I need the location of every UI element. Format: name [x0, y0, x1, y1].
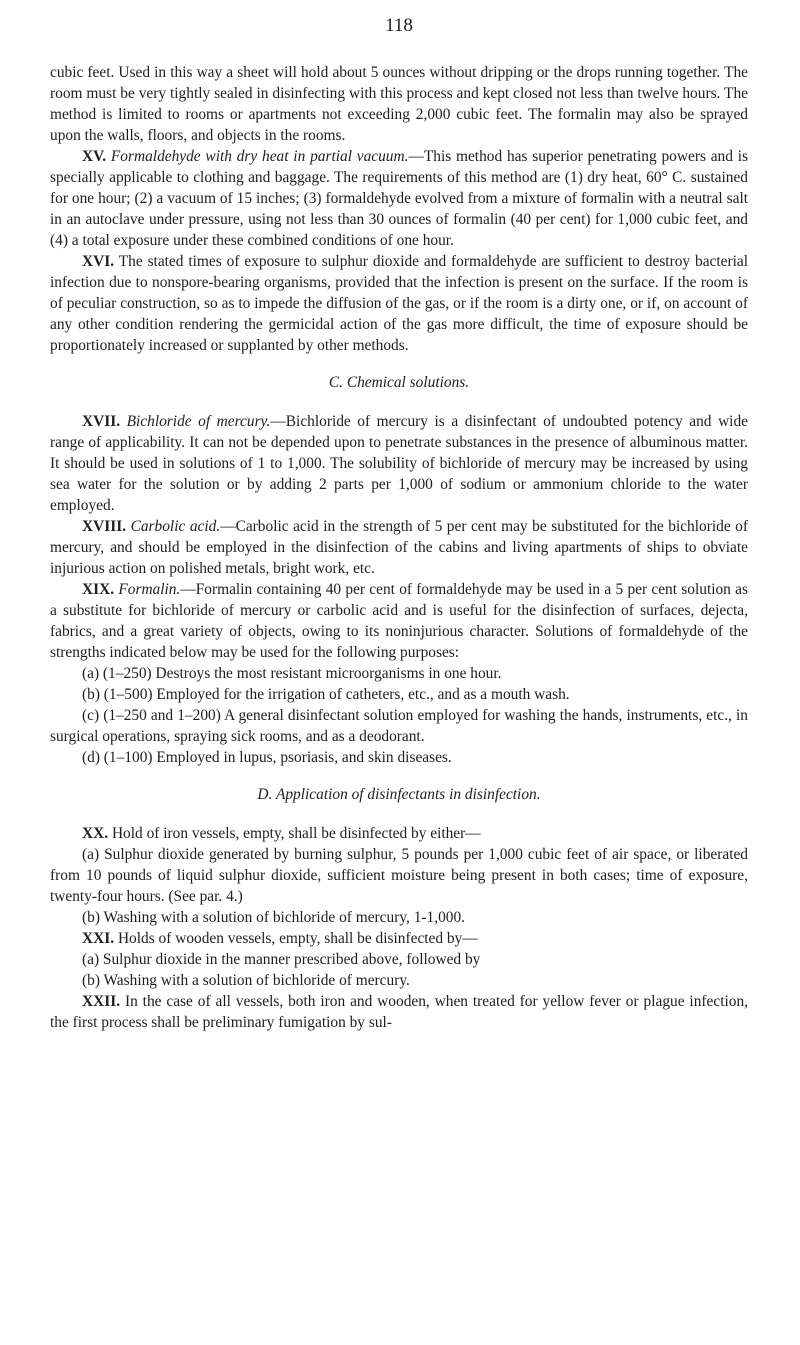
list-item: (b) (1–500) Employed for the irrigation of catheters, etc., and as a mouth wash. — [82, 686, 570, 703]
section-title: Formalin. — [118, 581, 181, 598]
heading-application: D. Application of disinfectants in disinfection. — [257, 786, 541, 803]
section-number: XX. — [82, 825, 109, 842]
heading-chemical-solutions: C. Chemical solutions. — [328, 374, 470, 391]
section-text: Hold of iron vessels, empty, shall be disinfected by either— — [111, 825, 481, 842]
paragraph-xix — [50, 579, 748, 663]
list-item: (a) Sulphur dioxide generated by burning sulphur, 5 pounds per 1,000 cubic feet of air space, or liberated from 10 pounds of liquid sulphur dioxide, sufficient moisture being present in both cases; time of exposure, twenty-four hours. (See par. 4.) — [50, 846, 748, 905]
section-text: In the case of all vessels, both iron and wooden, when treated for yellow fever or plague infection, the first process shall be preliminary fumigation by sul- — [50, 993, 748, 1031]
list-item: (a) (1–250) Destroys the most resistant microorganisms in one hour. — [82, 665, 502, 682]
section-text: —Formalin containing 40 per cent of formaldehyde may be used in a 5 per cent solution as a substitute for bichloride of mercury or carbolic acid and is useful for the disinfection of surfaces, dejecta, fabrics, and a great variety of objects, owing to its noninjurious character. Solutions of formaldehyde of the strengths indicated below may be used for the following purposes: — [50, 581, 748, 661]
section-text: —Carbolic acid in the strength of 5 per cent may be substituted for the bichloride of mercury, and should be employed in the disinfection of the cabins and living apartments of ships to obviate injurious action on polished metals, bright work, etc. — [50, 518, 748, 577]
paragraph-xx — [50, 823, 748, 844]
section-number: XXI. — [82, 930, 115, 947]
section-number: XVII. — [82, 413, 121, 430]
section-text: —This method has superior penetrating powers and is specially applicable to clothing and baggage. The requirements of this method are (1) dry heat, 60° C. sustained for one hour; (2) a vacuum of 15 inches; (3) formaldehyde evolved from a mixture of formalin with a neutral salt in an autoclave under pressure, using not less than 30 ounces of formalin (40 per cent) for 1,000 cubic feet, and (4) a total exposure under these combined conditions of one hour. — [50, 148, 748, 249]
paragraph-intro: cubic feet. Used in this way a sheet will hold about 5 ounces without dripping or the drops running together. The room must be very tightly sealed in disinfecting with this process and kept closed not less than twelve hours. The method is limited to rooms or apartments not exceeding 2,000 cubic feet. The formalin may also be sprayed upon the walls, floors, and objects in the rooms. — [50, 64, 748, 144]
section-title: Formaldehyde with dry heat in partial vacuum. — [110, 148, 409, 165]
list-item: (b) Washing with a solution of bichloride of mercury. — [82, 972, 410, 989]
section-title: Bichloride of mercury. — [126, 413, 271, 430]
section-number: XIX. — [82, 581, 115, 598]
paragraph-xxii — [50, 991, 748, 1033]
list-item: (d) (1–100) Employed in lupus, psoriasis, and skin diseases. — [82, 749, 452, 766]
paragraph-xvi — [50, 251, 748, 356]
section-number: XVIII. — [82, 518, 127, 535]
list-item: (a) Sulphur dioxide in the manner prescribed above, followed by — [82, 951, 481, 968]
paragraph-xvii — [50, 411, 748, 516]
section-number: XVI. — [82, 253, 115, 270]
paragraph-xxi — [50, 928, 748, 949]
section-title: Carbolic acid. — [130, 518, 221, 535]
paragraph-xv — [50, 146, 748, 251]
section-text: The stated times of exposure to sulphur dioxide and formaldehyde are sufficient to destroy bacterial infection due to nonspore-bearing organisms, provided that the infection is present on the surface. If the room is of peculiar construction, so as to impede the diffusion of the gas, or if the room is a dirty one, or if, on account of any other condition rendering the germicidal action of the gas more difficult, the time of exposure should be proportionately increased or supplanted by other methods. — [50, 253, 748, 354]
page-number: 118 — [385, 15, 413, 36]
list-item: (b) Washing with a solution of bichloride of mercury, 1-1,000. — [82, 909, 466, 926]
section-text: Holds of wooden vessels, empty, shall be disinfected by— — [117, 930, 478, 947]
section-number: XXII. — [82, 993, 121, 1010]
section-text: —Bichloride of mercury is a disinfectant of undoubted potency and wide range of applicability. It can not be depended upon to penetrate substances in the presence of albuminous matter. It should be used in solutions of 1 to 1,000. The solubility of bichloride of mercury may be increased by using sea water for the solution or by adding 2 parts per 1,000 of sodium or ammonium chloride to the water employed. — [50, 413, 748, 514]
section-number: XV. — [82, 148, 107, 165]
paragraph-xviii — [50, 516, 748, 579]
list-item: (c) (1–250 and 1–200) A general disinfectant solution employed for washing the hands, instruments, etc., in surgical operations, spraying sick rooms, and as a deodorant. — [50, 707, 748, 745]
